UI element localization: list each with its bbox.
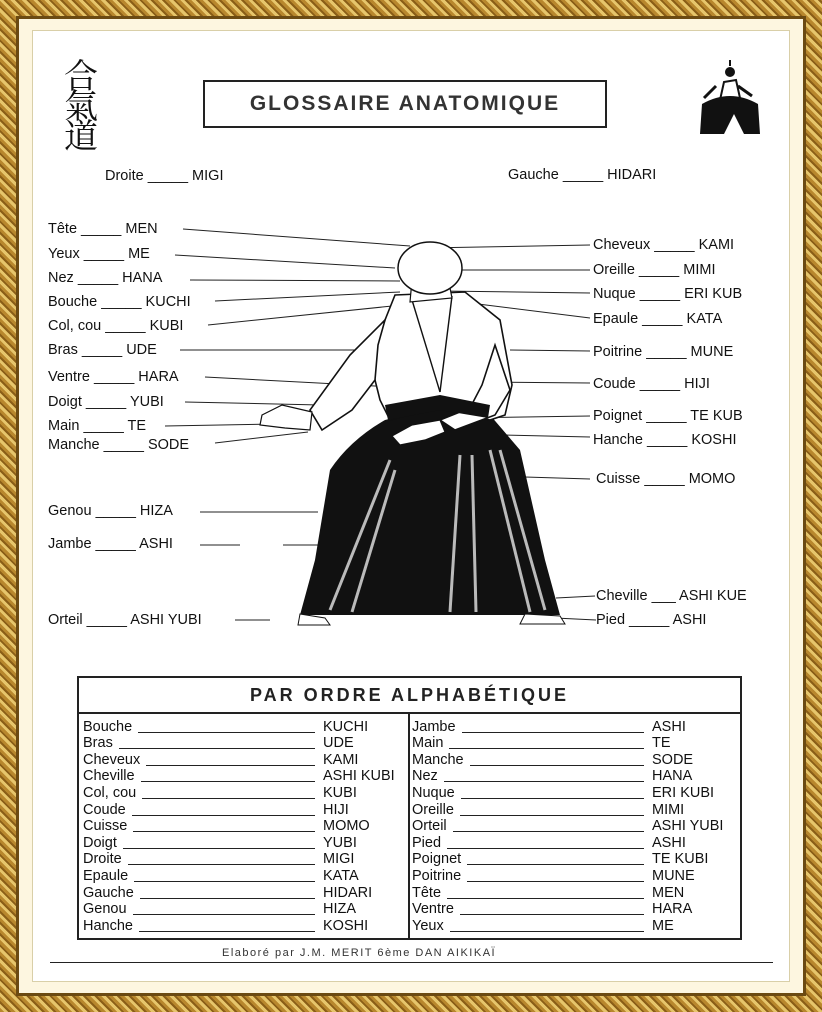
table-row [412,901,732,918]
table-row [83,917,403,934]
fill-line [141,781,315,782]
label-main: Main _____ TE [48,418,147,434]
page-title: GLOSSAIRE ANATOMIQUE [203,80,607,128]
french-term: Nuque [412,784,455,801]
french-term: Epaule [83,867,129,884]
japanese-term: KAMI [323,751,359,768]
table-row [412,884,732,901]
label-col-cou: Col, cou _____ KUBI [48,318,184,334]
japanese-term: ERI KUBI [652,784,715,801]
french-term: Pied [412,834,442,851]
french-term: Oreille [412,801,454,818]
table-row [412,818,732,835]
japanese-term: HIDARI [323,884,373,901]
label-coude: Coude _____ HIJI [593,376,710,392]
fill-line [444,781,644,782]
french-term: Yeux [412,917,444,934]
japanese-term: ASHI [652,718,686,735]
label-jambe: Jambe _____ ASHI [48,536,173,552]
table-row [83,751,403,768]
term-gauche: Gauche _____ HIDARI [508,167,657,183]
label-poitrine: Poitrine _____ MUNE [593,344,734,360]
french-term: Droite [83,851,122,868]
french-term: Poignet [412,851,462,868]
label-poignet: Poignet _____ TE KUB [593,408,743,424]
japanese-term: MIMI [652,801,685,818]
table-row [412,735,732,752]
table-row [83,818,403,835]
kanji-do: 道 [64,117,98,157]
french-term: Main [412,735,444,752]
japanese-term: SODE [652,751,694,768]
fill-line [453,831,644,832]
table-row [412,834,732,851]
japanese-term: KUBI [323,784,357,801]
fill-line [462,732,644,733]
fill-line [133,831,315,832]
japanese-term: TE KUBI [652,851,709,868]
fill-line [128,864,315,865]
japanese-term: UDE [323,735,354,752]
label-epaule: Epaule _____ KATA [593,311,723,327]
fill-line [449,748,644,749]
label-doigt: Doigt _____ YUBI [48,394,164,410]
fill-line [461,798,644,799]
table-row [83,834,403,851]
french-term: Hanche [83,917,133,934]
japanese-term: ASHI YUBI [652,818,724,835]
table-row [83,735,403,752]
table-row [83,851,403,868]
label-cuisse: Cuisse _____ MOMO [596,471,736,487]
fill-line [133,914,315,915]
table-column-right [412,718,732,934]
french-term: Cheville [83,768,135,785]
french-term: Tête [412,884,442,901]
label-genou: Genou _____ HIZA [48,503,173,519]
french-term: Nez [412,768,438,785]
table-heading: PAR ORDRE ALPHABÉTIQUE [79,678,740,714]
label-cheveux: Cheveux _____ KAMI [593,237,735,253]
french-term: Cheveux [83,751,141,768]
label-cheville: Cheville ___ ASHI KUE [596,588,747,604]
japanese-term: HARA [652,901,693,918]
fill-line [119,748,315,749]
table-row [83,867,403,884]
author-footer: Elaboré par J.M. MERIT 6ème DAN AIKIKAÏ [222,947,497,959]
japanese-term: ME [652,917,674,934]
japanese-term: KATA [323,867,359,884]
fill-line [132,815,315,816]
fill-line [460,815,644,816]
table-row [83,784,403,801]
label-orteil: Orteil _____ ASHI YUBI [48,612,202,628]
fill-line [134,881,315,882]
japanese-term: KOSHI [323,917,369,934]
japanese-term: HIZA [323,901,357,918]
french-term: Cuisse [83,818,128,835]
fill-line [467,864,644,865]
fill-line [467,881,644,882]
label-bouche: Bouche _____ KUCHI [48,294,191,310]
fill-line [460,914,644,915]
japanese-term: ASHI KUBI [323,768,395,785]
japanese-term: MEN [652,884,685,901]
label-tete: Tête _____ MEN [48,221,158,237]
kanji-ki: 氣 [64,87,98,127]
table-row [412,851,732,868]
label-hanche: Hanche _____ KOSHI [593,432,737,448]
table-row [83,768,403,785]
fill-line [139,931,315,932]
japanese-term: MUNE [652,867,695,884]
fill-line [142,798,315,799]
table-row [412,751,732,768]
french-term: Genou [83,901,127,918]
label-manche: Manche _____ SODE [48,437,190,453]
japanese-term: MOMO [323,818,370,835]
label-nez: Nez _____ HANA [48,270,163,286]
table-row [412,784,732,801]
footer-rule [50,962,773,963]
japanese-term: KUCHI [323,718,369,735]
table-row [412,801,732,818]
label-oreille: Oreille _____ MIMI [593,262,716,278]
table-row [83,801,403,818]
label-nuque: Nuque _____ ERI KUB [593,286,743,302]
french-term: Jambe [412,718,456,735]
label-bras: Bras _____ UDE [48,342,157,358]
fill-line [140,898,315,899]
french-term: Bouche [83,718,133,735]
japanese-term: TE [652,735,671,752]
fill-line [470,765,644,766]
fill-line [447,848,644,849]
alphabetical-glossary-table [77,676,742,940]
label-ventre: Ventre _____ HARA [48,369,179,385]
table-row [412,917,732,934]
table-row [412,718,732,735]
table-row [83,884,403,901]
table-row [412,768,732,785]
japanese-term: HIJI [323,801,349,818]
column-divider [408,714,410,938]
table-row [83,901,403,918]
fill-line [447,898,644,899]
french-term: Bras [83,735,113,752]
french-term: Coude [83,801,126,818]
french-term: Poitrine [412,867,462,884]
fill-line [138,732,315,733]
kanji-ai: 合 [64,57,98,97]
label-yeux: Yeux _____ ME [48,246,150,262]
table-row [412,867,732,884]
table-column-left [83,718,403,934]
japanese-term: HANA [652,768,693,785]
japanese-term: YUBI [323,834,357,851]
fill-line [450,931,644,932]
fill-line [146,765,315,766]
french-term: Orteil [412,818,447,835]
term-droite: Droite _____ MIGI [105,168,224,184]
french-term: Ventre [412,901,454,918]
fill-line [123,848,315,849]
japanese-term: MIGI [323,851,355,868]
japanese-term: ASHI [652,834,686,851]
french-term: Col, cou [83,784,137,801]
table-row [83,718,403,735]
french-term: Doigt [83,834,117,851]
french-term: Gauche [83,884,134,901]
french-term: Manche [412,751,464,768]
label-pied: Pied _____ ASHI [596,612,707,628]
